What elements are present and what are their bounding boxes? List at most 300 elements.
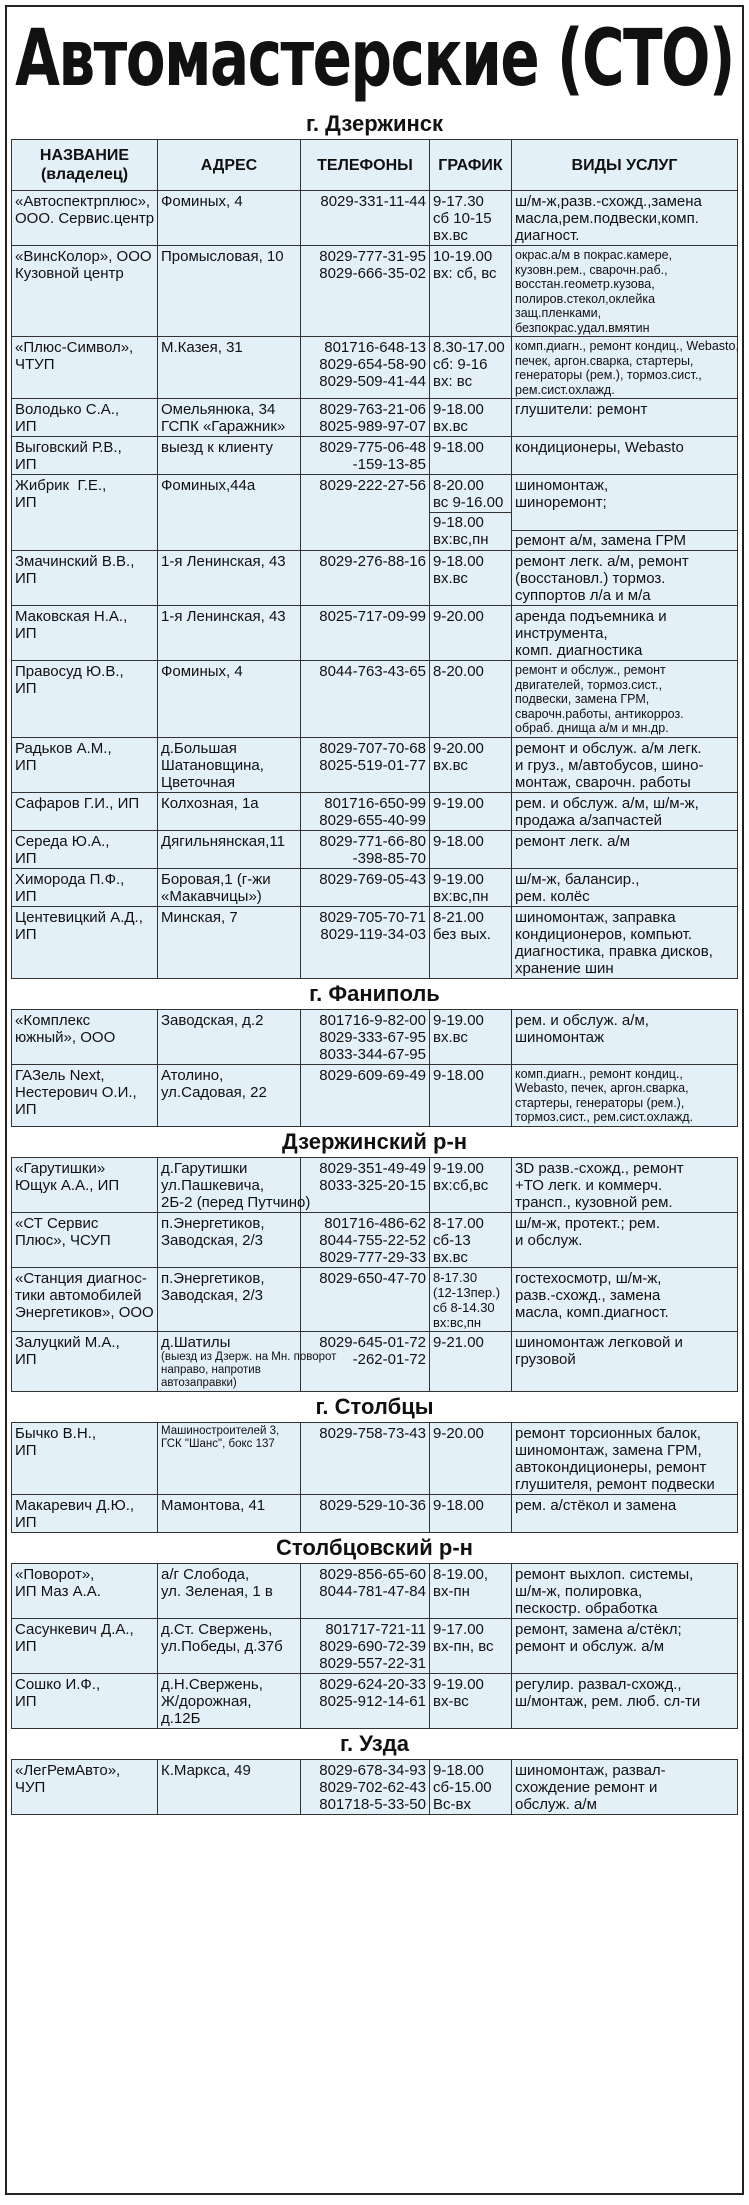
phone-number: 8044-755-22-52 <box>319 1231 426 1249</box>
business-name-line: «ЛегРемАвто», <box>15 1761 121 1779</box>
cell-services <box>512 661 738 738</box>
cell-phones <box>301 191 430 246</box>
business-name-line: Макаревич Д.Ю., <box>15 1496 135 1514</box>
phone-number: 8029-624-20-33 <box>319 1675 426 1693</box>
service-line: диагност. <box>515 227 580 244</box>
address-line: «Макавчицы») <box>161 887 262 905</box>
address-line: Ж/дорожная, <box>161 1692 252 1710</box>
cell-services <box>512 1157 738 1212</box>
schedule-line: 9-19.00 <box>433 794 484 812</box>
listing-table <box>11 1563 738 1729</box>
service-line: шиноремонт; <box>515 494 607 511</box>
schedule-line: 8-20.00 <box>433 477 484 494</box>
business-name-line: «ВинсКолор», ООО <box>15 248 152 265</box>
section-title: Дзержинский р-н <box>281 1128 468 1154</box>
phone-number: 8029-856-65-60 <box>319 1565 426 1583</box>
cell-address <box>158 1267 301 1331</box>
cell-address <box>158 606 301 661</box>
table-row <box>12 191 738 246</box>
service-line: двигателей, тормоз.сист., <box>515 677 663 692</box>
address-line: ул.Садовая, 22 <box>161 1083 267 1101</box>
service-line: продажа а/запчастей <box>515 811 663 829</box>
schedule-line: (12-13пер.) <box>433 1284 501 1300</box>
cell-services <box>512 1759 738 1814</box>
phone-number: 8029-529-10-36 <box>319 1496 426 1514</box>
schedule-line: 9-17.30 <box>433 193 484 210</box>
cell-services <box>512 1563 738 1618</box>
address-line: ул.Пашкевича, <box>161 1176 264 1194</box>
schedule-line: 9-18.00 <box>433 553 484 570</box>
table-row <box>12 1494 738 1532</box>
phone-number: 8029-771-66-80 <box>319 832 426 850</box>
service-line: рем. колёс <box>515 887 590 905</box>
header-name <box>12 140 158 191</box>
cell-address <box>158 792 301 830</box>
cell-address <box>158 337 301 399</box>
cell-phones <box>301 606 430 661</box>
business-name-line: ИП <box>15 494 37 511</box>
address-line: М.Казея, 31 <box>161 339 243 356</box>
schedule-line: вх.вс <box>433 570 468 587</box>
service-line: ремонт выхлоп. системы, <box>515 1565 694 1583</box>
business-name-line: Правосуд Ю.В., <box>15 663 124 680</box>
business-name-line: Плюс», ЧСУП <box>15 1231 111 1249</box>
schedule-line: сб 10-15 <box>433 210 492 227</box>
business-name-line: Сошко И.Ф., <box>15 1675 101 1693</box>
header-services: ВИДЫ УСЛУГ <box>512 140 738 191</box>
address-line: п.Энергетиков, <box>161 1269 265 1287</box>
section-title: Столбцовский р-н <box>276 1534 473 1560</box>
cell-phones <box>301 337 430 399</box>
schedule-line: 9-18.00 <box>433 832 484 850</box>
service-line: комп.диагн., ремонт кондиц., Webasto, <box>515 339 739 353</box>
cell-name <box>12 1064 158 1126</box>
phone-number: 8025-912-14-61 <box>319 1692 426 1710</box>
schedule-line: сб-15.00 <box>433 1778 492 1796</box>
cell-schedule <box>430 830 512 868</box>
schedule-line: 8-17.00 <box>433 1214 484 1232</box>
business-name-line: ООО. Сервис.центр <box>15 210 155 227</box>
cell-schedule <box>430 399 512 437</box>
business-name-line: Центевицкий А.Д., <box>15 908 143 926</box>
cell-phones <box>301 792 430 830</box>
cell-name <box>12 475 158 551</box>
service-line: обслуж. а/м <box>515 1795 597 1813</box>
cell-address <box>158 1064 301 1126</box>
service-line: разв.-схожд., замена <box>515 1286 661 1304</box>
business-name-line: Маковская Н.А., <box>15 608 128 625</box>
cell-phones <box>301 1157 430 1212</box>
cell-schedule <box>430 1494 512 1532</box>
service-line: инструмента, <box>515 625 608 642</box>
address-line: К.Маркса, 49 <box>161 1761 251 1779</box>
cell-phones <box>301 1267 430 1331</box>
cell-schedule <box>430 1267 512 1331</box>
business-name-line: ИП <box>15 680 37 697</box>
phone-number: -398-85-70 <box>352 849 426 867</box>
table-row <box>12 661 738 738</box>
phone-number: 8029-775-06-48 <box>319 439 426 456</box>
address-line: Боровая,1 (г-жи <box>161 870 271 888</box>
cell-name <box>12 792 158 830</box>
phone-number: 8025-717-09-99 <box>319 608 426 625</box>
cell-phones <box>301 1422 430 1494</box>
service-line: шиномонтаж легковой и <box>515 1333 683 1351</box>
business-name-line: «Плюс-Символ», <box>15 339 134 356</box>
business-name-line: ИП Маз А.А. <box>15 1582 101 1600</box>
table-row <box>12 551 738 606</box>
cell-address <box>158 830 301 868</box>
cell-services <box>512 551 738 606</box>
address-line: Фоминых, 4 <box>161 193 243 210</box>
listing-table <box>11 1422 738 1533</box>
cell-services <box>512 1009 738 1064</box>
cell-name <box>12 246 158 337</box>
schedule-line: 8-20.00 <box>433 663 484 680</box>
schedule-line: 8-17.30 <box>433 1269 478 1285</box>
phone-number: 8029-678-34-93 <box>319 1761 426 1779</box>
table-row <box>12 1157 738 1212</box>
service-line: ш/м-ж,разв.-схожд.,замена <box>515 193 702 210</box>
table-row <box>12 1267 738 1331</box>
phone-number: 801716-9-82-00 <box>319 1011 426 1029</box>
business-name-line: ИП <box>15 625 37 642</box>
cell-name <box>12 337 158 399</box>
table-row <box>12 1064 738 1126</box>
schedule-line: вх.вс <box>433 1028 468 1046</box>
address-line: выезд к клиенту <box>161 439 273 456</box>
service-line: шиномонтаж, развал- <box>515 1761 666 1779</box>
section-title: г. Фаниполь <box>309 980 440 1006</box>
service-line: генераторы (рем.), тормоз.сист., <box>515 368 702 382</box>
business-name-line: Володько С.А., <box>15 401 120 418</box>
service-line: ш/м-ж, протект.; рем. <box>515 1214 661 1232</box>
cell-schedule <box>430 737 512 792</box>
cell-address <box>158 1009 301 1064</box>
business-name-line: ИП <box>15 756 37 774</box>
cell-services <box>512 337 738 399</box>
table-row <box>12 399 738 437</box>
table-row <box>12 906 738 978</box>
phone-number: 801716-486-62 <box>324 1214 426 1232</box>
cell-address <box>158 551 301 606</box>
cell-schedule <box>430 1422 512 1494</box>
cell-name <box>12 1009 158 1064</box>
schedule-line: вх.вс <box>433 756 468 774</box>
cell-services <box>512 830 738 868</box>
cell-schedule <box>430 1673 512 1728</box>
business-name-line: ИП <box>15 1441 37 1459</box>
phone-number: 8029-690-72-39 <box>319 1637 426 1655</box>
schedule-line: 9-20.00 <box>433 1424 484 1442</box>
table-row <box>12 1563 738 1618</box>
service-line: ш/м-ж, балансир., <box>515 870 640 888</box>
address-line: д.Большая <box>161 739 237 757</box>
business-name-line: ИП <box>15 1100 37 1118</box>
cell-name <box>12 551 158 606</box>
table-row <box>12 1618 738 1673</box>
schedule-line: сб: 9-16 <box>433 356 488 373</box>
business-name-line: Залуцкий М.А., <box>15 1333 120 1351</box>
cell-address <box>158 868 301 906</box>
cell-name <box>12 1759 158 1814</box>
cell-name <box>12 437 158 475</box>
address-line: Цветочная <box>161 773 236 791</box>
section-title: г. Столбцы <box>315 1393 434 1419</box>
cell-name <box>12 606 158 661</box>
address-line: д.Шатилы <box>161 1333 231 1351</box>
business-name-line: южный», ООО <box>15 1028 116 1046</box>
cell-phones <box>301 868 430 906</box>
schedule-line: 10-19.00 <box>433 248 493 265</box>
cell-schedule <box>430 868 512 906</box>
business-name-line: ИП <box>15 1692 37 1710</box>
cell-phones <box>301 1212 430 1267</box>
schedule-line: сб-13 <box>433 1231 471 1249</box>
business-name-line: тики автомобилей <box>15 1286 142 1304</box>
table-row <box>12 1422 738 1494</box>
cell-schedule <box>430 1157 512 1212</box>
table-row <box>12 868 738 906</box>
service-line: шиномонтаж, замена ГРМ, <box>515 1441 702 1459</box>
schedule-line: 9-18.00 <box>433 514 484 531</box>
schedule-line: вх-вс <box>433 1692 469 1710</box>
table-row <box>12 1759 738 1814</box>
cell-services <box>512 437 738 475</box>
cell-schedule <box>430 792 512 830</box>
business-name-line: Химорода П.Ф., <box>15 870 125 888</box>
service-line: стартеры, генераторы (рем.), <box>515 1095 685 1110</box>
service-line: ремонт а/м, замена ГРМ <box>515 532 686 549</box>
service-line: пескостр. обработка <box>515 1599 658 1617</box>
service-line: рем.сист.охлажд. <box>515 382 615 397</box>
business-name-line: «Автоспектрплюс», <box>15 193 151 210</box>
business-name-line: ИП <box>15 570 37 587</box>
page <box>5 5 744 2195</box>
cell-phones <box>301 437 430 475</box>
schedule-line: 8-19.00, <box>433 1565 489 1583</box>
directory-content <box>7 109 742 1815</box>
cell-name <box>12 906 158 978</box>
header-address: АДРЕС <box>158 140 301 191</box>
cell-name <box>12 1267 158 1331</box>
schedule-line: вх:сб,вс <box>433 1176 489 1194</box>
service-line: и груз., м/автобусов, шино- <box>515 756 704 774</box>
phone-number: 8029-276-88-16 <box>319 553 426 570</box>
address-line: Дягильнянская,11 <box>161 832 285 850</box>
cell-name <box>12 1157 158 1212</box>
service-line: гостехосмотр, ш/м-ж, <box>515 1269 662 1287</box>
cell-services <box>512 246 738 337</box>
phone-number: 8029-333-67-95 <box>319 1028 426 1046</box>
cell-address <box>158 475 301 551</box>
address-line: Заводская, 2/3 <box>161 1286 264 1304</box>
cell-name <box>12 868 158 906</box>
listing-table <box>11 139 738 979</box>
listing-table <box>11 1759 738 1815</box>
schedule-line: 9-21.00 <box>433 1333 484 1351</box>
service-line: безпокрас.удал.вмятин <box>515 320 650 335</box>
phone-number: 801718-5-33-50 <box>319 1795 426 1813</box>
address-line: автозаправки) <box>161 1376 237 1389</box>
schedule-line: 9-18.00 <box>433 1761 484 1779</box>
phone-number: 8029-702-62-43 <box>319 1778 426 1796</box>
address-line: Промысловая, 10 <box>161 248 284 265</box>
address-line: д.Н.Свержень, <box>161 1675 263 1693</box>
table-row <box>12 437 738 475</box>
cell-address <box>158 437 301 475</box>
service-line: ш/м-ж, полировка, <box>515 1582 643 1600</box>
service-line: Webasto, печек, аргон.сварка, <box>515 1081 689 1095</box>
service-line: обраб. днища а/м и мн.др. <box>515 721 669 735</box>
address-line: Заводская, д.2 <box>161 1011 264 1029</box>
cell-schedule <box>430 1618 512 1673</box>
service-line: шиномонтаж, <box>515 477 609 494</box>
cell-address <box>158 1157 311 1212</box>
business-name-line: Энергетиков», ООО <box>15 1303 154 1321</box>
listing-table <box>11 1157 738 1392</box>
phone-number: 8029-650-47-70 <box>319 1269 426 1287</box>
schedule-line: вх.вс <box>433 1248 468 1266</box>
service-line: хранение шин <box>515 959 614 977</box>
service-line: рем. и обслуж. а/м, <box>515 1011 649 1029</box>
address-line: ГСК "Шанс", бокс 137 <box>161 1437 275 1450</box>
cell-services <box>512 606 738 661</box>
cell-schedule <box>430 337 512 399</box>
schedule-line: 9-19.00 <box>433 1011 484 1029</box>
phone-number: -159-13-85 <box>352 456 426 473</box>
schedule-line: 9-18.00 <box>433 1066 484 1084</box>
address-line: Фоминых, 4 <box>161 663 243 680</box>
header-phones: ТЕЛЕФОНЫ <box>301 140 430 191</box>
address-line: д.Ст. Свержень, <box>161 1620 273 1638</box>
cell-schedule <box>430 437 512 475</box>
cell-services <box>512 1673 738 1728</box>
service-line: регулир. развал-схожд., <box>515 1675 682 1693</box>
cell-address <box>158 1494 301 1532</box>
cell-name <box>12 661 158 738</box>
cell-address <box>158 399 301 437</box>
service-line: защ.пленками, <box>515 306 602 320</box>
page-title: Автомастерские (СТО) <box>15 12 734 104</box>
schedule-line: вс 9-16.00 <box>433 494 504 511</box>
phone-number: 8029-222-27-56 <box>319 477 426 494</box>
business-name-line: ИП <box>15 925 37 943</box>
business-name-line: Нестерович О.И., <box>15 1083 137 1101</box>
service-line: восстан.геометр.кузова, <box>515 277 655 291</box>
schedule-line: вх:вс,пн <box>433 1314 482 1330</box>
phone-number: 8029-331-11-44 <box>320 193 426 210</box>
table-header-row <box>12 140 738 191</box>
cell-services <box>512 906 738 978</box>
schedule-line: 9-18.00 <box>433 439 484 456</box>
service-line: грузовой <box>515 1350 576 1368</box>
table-row <box>12 792 738 830</box>
service-line: масла, комп.диагност. <box>515 1303 669 1321</box>
business-name-line: ИП <box>15 1513 37 1531</box>
cell-name <box>12 1673 158 1728</box>
phone-number: 8029-557-22-31 <box>319 1654 426 1672</box>
address-line: Фоминых,44а <box>161 477 256 494</box>
section-title: г. Узда <box>340 1730 409 1756</box>
service-line: печек, аргон.сварка, стартеры, <box>515 353 694 368</box>
phone-number: 8029-763-21-06 <box>319 401 426 418</box>
address-line: д.Гарутишки <box>161 1159 248 1177</box>
business-name-line: Жибрик Г.Е., <box>15 477 107 494</box>
phone-number: 801716-648-13 <box>324 339 426 356</box>
cell-address <box>158 1331 337 1391</box>
address-line: п.Энергетиков, <box>161 1214 265 1232</box>
cell-name <box>12 1618 158 1673</box>
table-row <box>12 737 738 792</box>
phone-number: 8029-645-01-72 <box>319 1333 426 1351</box>
business-name-line: Сафаров Г.И., ИП <box>15 794 140 812</box>
business-name-line: ИП <box>15 456 37 473</box>
table-row <box>12 475 738 551</box>
phone-number: 8033-344-67-95 <box>319 1045 426 1063</box>
phone-number: 8029-351-49-49 <box>319 1159 426 1177</box>
cell-address <box>158 1618 301 1673</box>
table-row <box>12 606 738 661</box>
phone-number: 8029-777-29-33 <box>319 1248 426 1266</box>
schedule-line: вх: сб, вс <box>433 265 497 282</box>
cell-address <box>158 191 301 246</box>
business-name-line: ЧТУП <box>15 356 55 373</box>
cell-schedule <box>430 475 512 551</box>
cell-schedule <box>430 1064 512 1126</box>
business-name-line: ИП <box>15 887 37 905</box>
phone-number: 8029-769-05-43 <box>319 870 426 888</box>
cell-name <box>12 737 158 792</box>
cell-schedule <box>430 606 512 661</box>
schedule-line: вх-пн <box>433 1582 470 1600</box>
service-line: ремонт и обслуж., ремонт <box>515 663 666 677</box>
section-title: г. Дзержинск <box>305 111 444 136</box>
schedule-line: Вс-вх <box>433 1795 471 1813</box>
service-line: рем. а/стёкол и замена <box>515 1496 677 1514</box>
phone-number: 8029-119-34-03 <box>320 925 426 943</box>
service-line: ш/монтаж, рем. люб. сл-ти <box>515 1692 701 1710</box>
cell-schedule <box>430 1563 512 1618</box>
cell-phones <box>301 661 430 738</box>
cell-services <box>512 737 738 792</box>
business-name-line: Радьков А.М., <box>15 739 112 757</box>
phone-number: 8029-655-40-99 <box>319 811 426 829</box>
service-line: и обслуж. <box>515 1231 583 1249</box>
cell-address <box>158 1422 301 1494</box>
service-line: ремонт и обслуж. а/м <box>515 1637 665 1655</box>
cell-name <box>12 1422 158 1494</box>
cell-phones <box>301 1064 430 1126</box>
cell-schedule <box>430 1759 512 1814</box>
table-row <box>12 830 738 868</box>
phone-number: 8029-654-58-90 <box>319 356 426 373</box>
service-line: глушителя, ремонт подвески <box>515 1475 715 1493</box>
cell-phones <box>301 906 430 978</box>
phone-number: 8029-666-35-02 <box>319 265 426 282</box>
cell-schedule <box>430 246 512 337</box>
business-name-line: ГАЗель Next, <box>15 1066 105 1084</box>
service-line: диагностика, правка дисков, <box>515 942 713 960</box>
business-name-line: Бычко В.Н., <box>15 1424 97 1442</box>
phone-number: 8029-758-73-43 <box>319 1424 426 1442</box>
phone-number: 8029-705-70-71 <box>319 908 426 926</box>
address-line: Минская, 7 <box>161 908 238 926</box>
cell-services <box>512 191 738 246</box>
cell-address <box>158 737 301 792</box>
address-line: Колхозная, 1а <box>161 794 259 812</box>
schedule-line: 9-20.00 <box>433 739 484 757</box>
